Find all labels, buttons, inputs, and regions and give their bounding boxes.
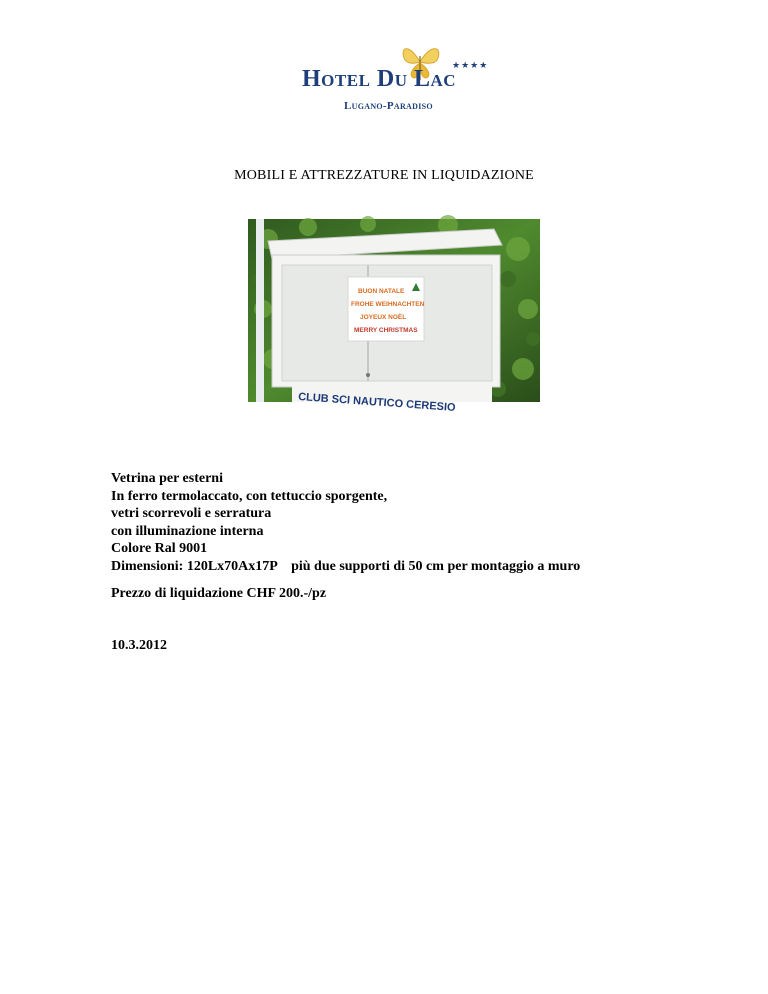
notice-line-2: FROHE WEIHNACHTEN: [351, 301, 425, 308]
hotel-location: Lugano-Paradiso: [344, 100, 433, 112]
product-description: [111, 470, 580, 576]
description-line: In ferro termolaccato, con tettuccio sporgente,: [111, 488, 388, 504]
hotel-stars: ★★★★: [452, 60, 489, 70]
notice-line-4: MERRY CHRISTMAS: [354, 327, 418, 334]
description-line: Colore Ral 9001: [111, 541, 208, 557]
notice-line-1: BUON NATALE: [358, 288, 405, 295]
hotel-name: Hotel Du Lac: [302, 66, 457, 92]
notice-line-3: JOYEUX NOËL: [360, 314, 407, 321]
club-sign: CLUB SCI NAUTICO CERESIO: [297, 391, 456, 414]
display-case-illustration: [248, 219, 540, 414]
product-photo: [248, 219, 540, 414]
description-line: con illuminazione interna: [111, 523, 264, 539]
hotel-logo: [300, 40, 490, 120]
price-line: Prezzo di liquidazione CHF 200.-/pz: [111, 586, 327, 601]
description-line: vetri scorrevoli e serratura: [111, 506, 272, 522]
document-date: 10.3.2012: [111, 638, 167, 653]
description-line: Dimensioni: 120Lx70Ax17P più due supporti di 50 cm per montaggio a muro: [111, 558, 581, 574]
document-title: MOBILI E ATTREZZATURE IN LIQUIDAZIONE: [234, 168, 534, 183]
description-line: Vetrina per esterni: [111, 471, 223, 486]
